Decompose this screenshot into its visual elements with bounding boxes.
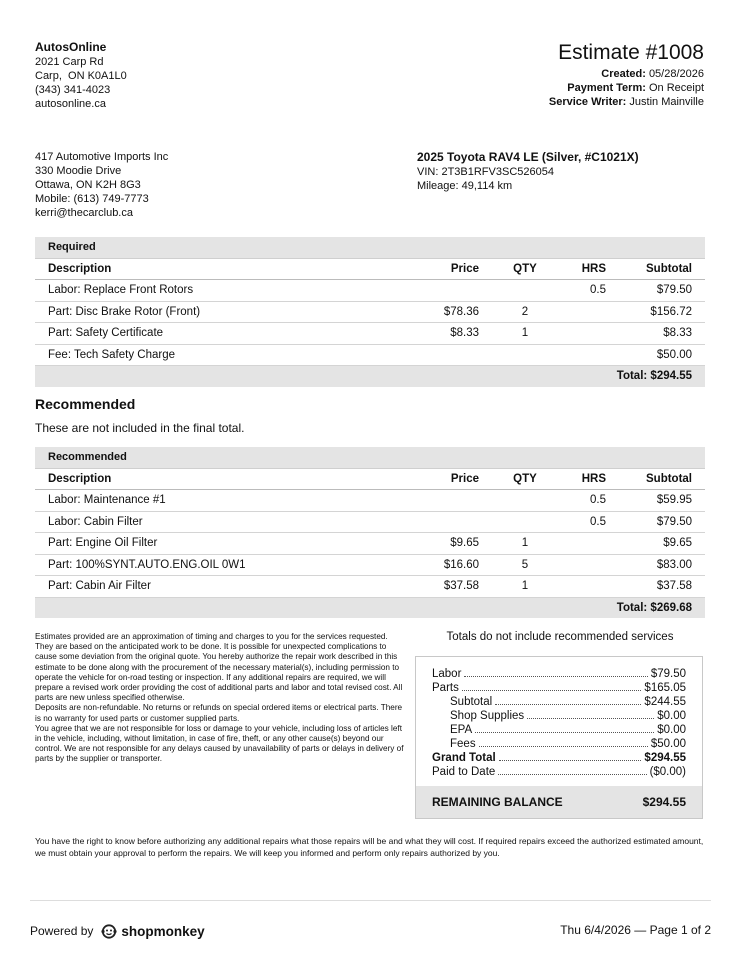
totals-fees <box>450 736 686 750</box>
labor-value: $79.50 <box>650 668 686 680</box>
item-description: Part: Cabin Air Filter <box>35 576 396 598</box>
col-price: Price <box>396 468 492 490</box>
item-qty <box>492 280 558 302</box>
col-qty: QTY <box>492 468 558 490</box>
item-description: Labor: Cabin Filter <box>35 511 396 533</box>
created-date: 05/28/2026 <box>648 68 704 80</box>
customer-name: 417 Automotive Imports Inc <box>35 151 169 163</box>
recommended-items-table <box>35 447 705 618</box>
table-row <box>35 280 705 302</box>
item-hrs <box>558 576 619 598</box>
writer-value: Justin Mainville <box>629 96 704 108</box>
item-qty: 2 <box>492 301 558 323</box>
item-price <box>396 280 492 302</box>
col-description: Description <box>35 468 396 490</box>
item-description: Part: 100%SYNT.AUTO.ENG.OIL 0W1 <box>35 554 396 576</box>
disclaimer-text <box>35 632 405 765</box>
item-description: Labor: Maintenance #1 <box>35 490 396 512</box>
col-hrs: HRS <box>558 468 619 490</box>
required-header-row <box>35 258 705 280</box>
item-qty: 1 <box>492 323 558 345</box>
item-price <box>396 490 492 512</box>
item-hrs <box>558 554 619 576</box>
epa-label: EPA <box>450 724 473 736</box>
totals-labor <box>432 666 686 680</box>
totals-subtotal <box>450 694 686 708</box>
recommended-total: Total: $269.68 <box>35 597 705 618</box>
estimate-info <box>549 40 704 109</box>
required-total: Total: $294.55 <box>35 366 705 387</box>
totals-parts <box>432 680 686 694</box>
totals-note: Totals do not include recommended services <box>446 631 674 643</box>
created-label: Created: <box>601 68 646 80</box>
recommended-note: These are not included in the final total. <box>35 421 245 435</box>
shopmonkey-logo <box>101 923 204 939</box>
writer-label: Service Writer: <box>548 96 627 108</box>
item-hrs: 0.5 <box>558 490 619 512</box>
item-qty <box>492 490 558 512</box>
customer-address-line2: Ottawa, ON K2H 8G3 <box>35 179 141 191</box>
powered-by-label: Powered by <box>30 924 94 938</box>
brand-name: shopmonkey <box>121 923 205 939</box>
item-qty: 1 <box>492 576 558 598</box>
shop-info <box>35 40 127 111</box>
col-hrs: HRS <box>558 258 619 280</box>
table-row <box>35 533 705 555</box>
disclaimer-paragraph: Deposits are non-refundable. No returns or refunds on special ordered items or electrical parts. There is no warranty for used parts or customer supplied parts. <box>35 703 403 723</box>
table-row <box>35 490 705 512</box>
disclaimer-paragraph: Estimates provided are an approximation of timing and charges to you for the services requested. They are based on the anticipated work to be done. It is possible for unexpected complications to cause some deviation from the original quote. You hereby authorize the repair work described in this estimate to be done along with the procurement of the necessary material(s), including permission to operate the vehicle for on-road testing or inspection. If any additional repairs are required, we will prepare a revised work order providing the cost of additional parts and labor and total revised cost. All parts are new unless specified otherwise. <box>35 632 403 703</box>
shop-address-line2: Carp, ON K0A1L0 <box>35 70 127 82</box>
vehicle-name: 2025 Toyota RAV4 LE (Silver, #C1021X) <box>417 150 639 164</box>
item-subtotal: $79.50 <box>619 280 705 302</box>
item-description: Labor: Replace Front Rotors <box>35 280 396 302</box>
col-description: Description <box>35 258 396 280</box>
item-subtotal: $8.33 <box>619 323 705 345</box>
totals-grand-total <box>432 750 686 764</box>
table-row <box>35 554 705 576</box>
customer-info <box>35 150 168 220</box>
grand-total-label: Grand Total <box>432 752 496 764</box>
term-label: Payment Term: <box>567 82 646 94</box>
shop-website: autosonline.ca <box>35 98 106 110</box>
item-price <box>396 511 492 533</box>
term-value: On Receipt <box>648 82 704 94</box>
item-qty: 5 <box>492 554 558 576</box>
grand-total-value: $294.55 <box>644 752 686 764</box>
item-subtotal: $79.50 <box>619 511 705 533</box>
remaining-balance <box>416 786 702 818</box>
item-description: Fee: Tech Safety Charge <box>35 344 396 366</box>
vehicle-vin: VIN: 2T3B1RFV3SC526054 <box>417 166 554 178</box>
subtotal-label: Subtotal <box>450 696 493 708</box>
item-price: $78.36 <box>396 301 492 323</box>
item-description: Part: Disc Brake Rotor (Front) <box>35 301 396 323</box>
table-row <box>35 323 705 345</box>
supplies-label: Shop Supplies <box>450 710 525 722</box>
vehicle-mileage: Mileage: 49,114 km <box>417 180 513 192</box>
monkey-icon <box>101 923 117 939</box>
page-info: Thu 6/4/2026 — Page 1 of 2 <box>560 923 711 937</box>
paid-label: Paid to Date <box>432 766 496 778</box>
fees-value: $50.00 <box>650 738 686 750</box>
item-price: $16.60 <box>396 554 492 576</box>
item-hrs <box>558 301 619 323</box>
table-row <box>35 344 705 366</box>
customer-mobile: Mobile: (613) 749-7773 <box>35 193 149 205</box>
item-hrs: 0.5 <box>558 280 619 302</box>
subtotal-value: $244.55 <box>644 696 686 708</box>
totals-box <box>415 656 703 819</box>
table-row <box>35 511 705 533</box>
table-row <box>35 301 705 323</box>
estimate-created <box>549 67 704 81</box>
item-hrs <box>558 323 619 345</box>
estimate-title: Estimate #1008 <box>558 41 704 64</box>
footer-divider <box>30 900 711 901</box>
estimate-writer <box>549 95 704 109</box>
parts-value: $165.05 <box>644 682 686 694</box>
required-items-table <box>35 237 705 387</box>
item-price: $9.65 <box>396 533 492 555</box>
balance-value: $294.55 <box>642 795 686 809</box>
vehicle-info <box>417 150 639 193</box>
item-hrs <box>558 533 619 555</box>
shop-address-line1: 2021 Carp Rd <box>35 56 104 68</box>
item-price: $37.58 <box>396 576 492 598</box>
customer-email: kerri@thecarclub.ca <box>35 207 133 219</box>
paid-value: ($0.00) <box>649 766 686 778</box>
required-section-label: Required <box>35 237 705 258</box>
shop-name: AutosOnline <box>35 40 107 54</box>
totals-epa <box>450 722 686 736</box>
item-description: Part: Safety Certificate <box>35 323 396 345</box>
item-qty <box>492 344 558 366</box>
recommended-header-row <box>35 468 705 490</box>
rights-notice: You have the right to know before authorizing any additional repairs what those repairs will be and what they will cost. If required repairs exceed the authorized estimated amount, we must obtain your approval to perform the repairs. We will keep you informed and perform only repairs authorized by you. <box>35 836 704 858</box>
balance-label: REMAINING BALANCE <box>432 795 563 809</box>
customer-address-line1: 330 Moodie Drive <box>35 165 122 177</box>
item-price <box>396 344 492 366</box>
item-subtotal: $9.65 <box>619 533 705 555</box>
powered-by <box>30 923 205 939</box>
item-qty: 1 <box>492 533 558 555</box>
labor-label: Labor <box>432 668 462 680</box>
fees-label: Fees <box>450 738 476 750</box>
col-price: Price <box>396 258 492 280</box>
item-description: Part: Engine Oil Filter <box>35 533 396 555</box>
item-subtotal: $156.72 <box>619 301 705 323</box>
estimate-term <box>549 81 704 95</box>
shop-phone: (343) 341-4023 <box>35 84 111 96</box>
disclaimer-paragraph: You agree that we are not responsible for loss or damage to your vehicle, including loss of articles left in the vehicle, including, without limitation, in case of fire, theft, or any other cause(s) beyond our control. We are not responsible for any delays caused by unavailability of parts or delays in delivery of parts by the supplier or transporter. <box>35 723 404 764</box>
item-subtotal: $83.00 <box>619 554 705 576</box>
col-subtotal: Subtotal <box>619 468 705 490</box>
item-price: $8.33 <box>396 323 492 345</box>
item-subtotal: $50.00 <box>619 344 705 366</box>
recommended-heading: Recommended <box>35 396 136 412</box>
totals-shop-supplies <box>450 708 686 722</box>
item-qty <box>492 511 558 533</box>
epa-value: $0.00 <box>657 724 686 736</box>
table-row <box>35 576 705 598</box>
totals-paid-to-date <box>432 764 686 778</box>
recommended-section-label: Recommended <box>35 447 705 468</box>
item-subtotal: $37.58 <box>619 576 705 598</box>
item-hrs <box>558 344 619 366</box>
col-subtotal: Subtotal <box>619 258 705 280</box>
supplies-value: $0.00 <box>657 710 686 722</box>
item-subtotal: $59.95 <box>619 490 705 512</box>
parts-label: Parts <box>432 682 459 694</box>
col-qty: QTY <box>492 258 558 280</box>
item-hrs: 0.5 <box>558 511 619 533</box>
